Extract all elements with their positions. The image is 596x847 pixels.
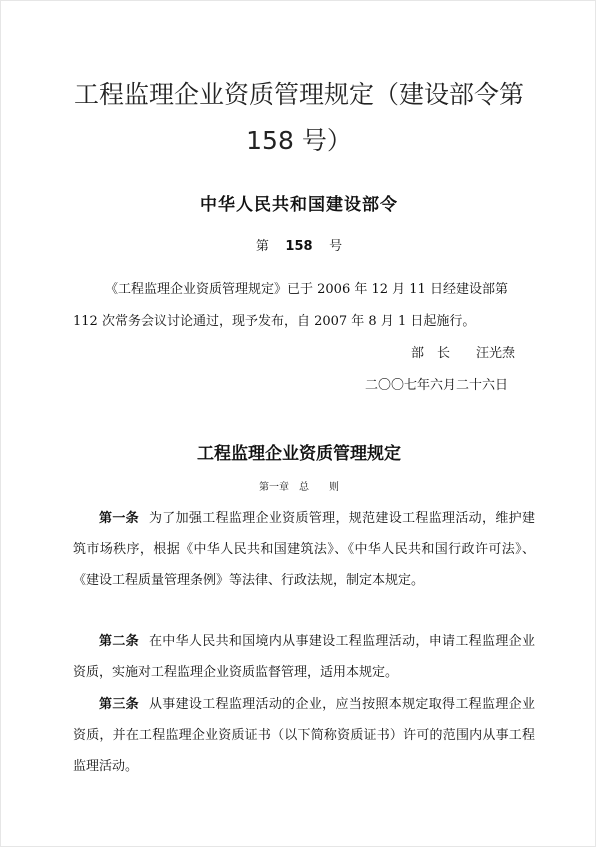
- article-3-label: 第三条: [99, 697, 139, 712]
- regulation-title: 工程监理企业资质管理规定: [197, 444, 401, 464]
- order-heading: 中华人民共和国建设部令: [200, 195, 398, 215]
- order-number: [1, 235, 596, 254]
- article-1-label: 第一条: [99, 511, 139, 526]
- article-2-text: 在中华人民共和国境内从事建设工程监理活动，申请工程监理企业资质，实施对工程监理企业资质监督管理，适用本规定。: [73, 634, 535, 680]
- document-title-line-1: 工程监理企业资质管理规定（建设部令第: [73, 80, 524, 109]
- signer: 部 长 汪光焘: [411, 346, 516, 361]
- chapter-heading: 第一章 总 则: [259, 482, 339, 493]
- article-3: [73, 689, 535, 782]
- order-number-value: 158: [285, 239, 313, 254]
- article-3-text: 从事建设工程监理活动的企业，应当按照本规定取得工程监理企业资质，并在工程监理企业资质证书（以下简称资质证书）许可的范围内从事工程监理活动。: [73, 697, 535, 774]
- document-title-line-2: 158 号）: [246, 126, 352, 155]
- article-2-label: 第二条: [99, 634, 139, 649]
- article-1-text: 为了加强工程监理企业资质管理，规范建设工程监理活动，维护建筑市场秩序，根据《中华人民共和国建筑法》、《中华人民共和国行政许可法》、《建设工程质量管理条例》等法律、行政法规，制定本规定。: [73, 511, 535, 588]
- intro-line-1: 《工程监理企业资质管理规定》已于 2006 年 12 月 11 日经建设部第: [105, 282, 508, 297]
- order-number-suffix: 号: [329, 239, 343, 254]
- intro-line-2: 112 次常务会议讨论通过，现予发布，自 2007 年 8 月 1 日起施行。: [73, 314, 476, 329]
- article-2: [73, 626, 535, 688]
- order-number-prefix: 第: [255, 239, 269, 254]
- article-1: [73, 503, 535, 596]
- issue-date: 二〇〇七年六月二十六日: [365, 378, 509, 393]
